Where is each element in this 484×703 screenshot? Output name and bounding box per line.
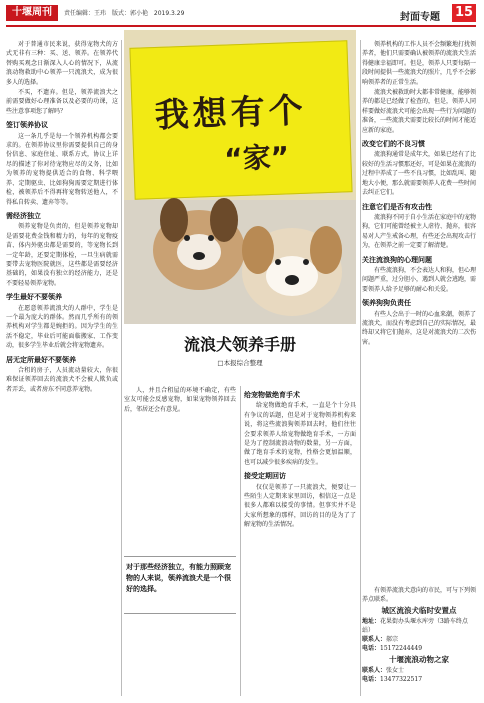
person-label: 联系人： xyxy=(362,667,387,674)
column-divider-middle xyxy=(240,386,241,696)
newspaper-logo: 十堰周刊 xyxy=(6,5,58,21)
paragraph-finance: 领养宠物是负责的，但是领养宠物却是需要花费金钱和精力的，每年的宠物疫苗、体内外驱虫都是需要的，等宠物长到一定年龄，还要定期体检，一旦生病就需要带去宠物医院就医，这些都是需要经济基础的，如果没有独立的经济能力，还是不要轻易领养宠物。 xyxy=(6,223,118,287)
sign-text-line1: 我想有个 xyxy=(154,90,308,136)
paragraph-habits: 流浪狗通常是成年犬，如果已经有了比较好的生活习惯那还好，可是如果在流浪的过程中养成了一些不良习惯，比如乱叫、随地大小便，那么就需要领养人花费一些时间去纠正它们。 xyxy=(362,151,476,197)
sign-text-line2: “家” xyxy=(223,140,290,176)
address-label: 地址： xyxy=(362,618,381,625)
paragraph-responsibility: 有些人会出于一时的心血来潮，领养了流浪犬，而没有考虑到自己的实际情况，最终却又将它们抛弃，这是对流浪犬的二次伤害。 xyxy=(362,310,476,346)
paragraph-roommates: 人，并且合租屋的环境不确定，有些室友可能会反感宠物，如果宠物领养回去后，邻居还会有意见。 xyxy=(124,387,236,413)
subheading-neuter: 给宠物做绝育手术 xyxy=(244,390,300,399)
designer-credit: 版式：郭小艳 xyxy=(111,10,148,17)
subheading-finance: 需经济独立 xyxy=(6,210,41,220)
article-column-3 xyxy=(362,40,476,580)
phone-value: 15172244449 xyxy=(380,645,423,652)
article-column-2-left xyxy=(124,386,236,551)
column-divider-left xyxy=(121,40,122,696)
article-column-2-right xyxy=(244,386,356,696)
pull-quote xyxy=(124,556,236,614)
page-header xyxy=(0,0,484,26)
subheading-habits: 改变它们的不良习惯 xyxy=(362,139,425,149)
article-column-1 xyxy=(6,40,118,696)
header-rule xyxy=(6,25,476,27)
person-value: 张女士 xyxy=(386,667,405,674)
puppy-right-image xyxy=(232,206,352,324)
paragraph-psychology: 有些流浪狗，不会表达人和狗，但心理问题严重，过分胆小，遇到人就会逃跑，需要领养人给予足够的耐心和关爱。 xyxy=(362,266,476,293)
editor-credit: 责任编辑：王玮 xyxy=(64,10,107,17)
issue-date: 2019.3.29 xyxy=(153,10,185,17)
phone-label: 电话： xyxy=(362,645,381,652)
contact-person-2 xyxy=(362,666,476,675)
contact-phone-2 xyxy=(362,675,476,684)
person-value: 郝宗 xyxy=(386,636,399,643)
subheading-responsibility: 领养狗狗负责任 xyxy=(362,298,411,308)
subheading-students: 学生最好不要领养 xyxy=(6,292,62,302)
contact-org-2: 十堰流浪动物之家 xyxy=(389,655,449,664)
paragraph-students: 在愿意领养流浪犬的人群中，学生是一个最为庞大的群体。然而几乎所有的领养机构对学生都是婉拒的。因为学生的生活不稳定，毕业后可能面临搬家、工作变动，很多学生毕业后就会将宠物遗弃。 xyxy=(6,304,118,350)
paragraph-aggression: 流浪狗不同于自小生活在家庭中的宠物狗，它们可能曾经被主人虐待、抛弃，很容易对人产生戒备心理，有些还会出现攻击行为，在领养之前一定要了解清楚。 xyxy=(362,213,476,250)
person-label: 联系人： xyxy=(362,636,387,643)
contact-person-1 xyxy=(362,635,476,644)
subheading-visits: 接受定期回访 xyxy=(244,471,286,481)
paragraph-neuter: 给宠物做绝育手术，一直是个十分具有争议的话题，但是对于宠物领养机构来说，将这些流浪狗领养回去时，他们往往会要求领养人给宠物做绝育手术，一方面是为了控制流浪动物的数量，另一方面，做了绝育手术的宠物，性格会更加温顺，也可以减少很多疾病的发生。 xyxy=(244,402,356,466)
paragraph-visits: 仅仅是领养了一只流浪犬，便要让一些陌生人定期来家里回访，相信这一点是很多人都难以接受的事情。但事实并不是大家所想象的那样，回访的目的是为了了解宠物的生活情况。 xyxy=(244,483,356,529)
paragraph-health: 流浪犬被救助时大都非常健康，能够领养的都是已经做了检查的，但是，领养人同样要做好流浪犬可能会出现一些行为问题的准备，一些流浪犬需要比较长的时间才能适应新的家庭。 xyxy=(362,89,476,134)
paragraph-visits-cont: 领养机构的工作人员不会频繁地打扰领养者，他们只需要确认被领养的流浪犬生活得健康幸福即可。但是，领养人只要每隔一段时间提供一些流浪犬的照片，几乎不会影响领养者的正常生活。 xyxy=(362,41,476,86)
contact-phone-1 xyxy=(362,644,476,653)
pull-quote-text: 对于那些经济独立，有能力照顾宠物的人来说，领养流浪犬是一个很好的选择。 xyxy=(126,562,231,593)
article-byline: □本报综合整理 xyxy=(217,359,263,367)
yellow-sign xyxy=(129,40,352,200)
phone-label: 电话： xyxy=(362,676,381,683)
paragraph-agreement: 这一条几乎是每一个领养机构都会要求的。在领养协议里你需要提供自己的身份信息、家庭住址、联系方式，协议上详尽的描述了你对待宠物应尽的义务，比如为领养的宠物提供适合的食物、科学喂养、定期驱虫、比如狗狗需要定期进行体检，被领养后不得再将宠物转送他人，不得私自转卖、遗弃等等。 xyxy=(6,132,118,206)
column-divider-right xyxy=(360,40,361,696)
contact-intro: 有领养流浪犬意向的市民，可与下列领养点联系。 xyxy=(362,587,477,603)
article-title-block xyxy=(124,328,356,380)
section-title: 封面专题 xyxy=(400,12,440,23)
subheading-psychology: 关注流浪狗的心理问题 xyxy=(362,254,432,264)
puppies-photo xyxy=(124,30,356,324)
subheading-agreement: 签订领养协议 xyxy=(6,120,48,130)
article-title: 流浪犬领养手册 xyxy=(183,335,296,354)
intro-paragraph-2: 不买，不遗弃。但是，领养流浪犬之前需要做好心理准备以及必要的功课，这些注意事项您了解吗？ xyxy=(6,89,118,115)
phone-value: 13477322517 xyxy=(380,676,423,683)
page-number: 15 xyxy=(452,4,476,22)
intro-paragraph: 对于普通市民来说，获得宠物犬的方式无非有三种：买、送、领养。在领养代替购买观念日渐深入人心的情况下，从流浪动物救助中心领养一只流浪犬，成为很多人的选择。 xyxy=(6,41,118,86)
header-info xyxy=(64,8,188,17)
address-value: 花果街办头堰水库旁（3路车终点站） xyxy=(362,618,468,634)
contact-org-1: 城区流浪犬临时安置点 xyxy=(381,606,457,615)
contact-info-box xyxy=(362,586,476,684)
subheading-housing: 居无定所最好不要领养 xyxy=(6,354,76,364)
paragraph-housing: 合租的房子，人员流动量较大，你很难保证领养回去的流浪犬不会被人欺负或者弄丢，或者房东不同意养宠物。 xyxy=(6,367,118,393)
contact-address-1 xyxy=(362,617,476,635)
subheading-aggression: 注意它们是否有攻击性 xyxy=(362,201,432,211)
